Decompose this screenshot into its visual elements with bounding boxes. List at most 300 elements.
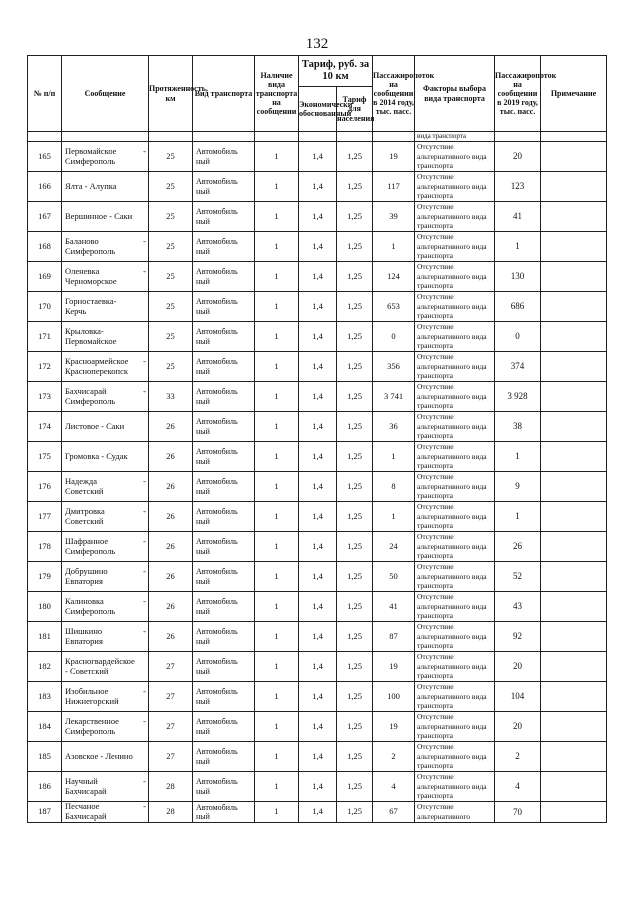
route-from: Первомайское [65, 145, 117, 156]
transport-cell [193, 412, 255, 442]
route-name: Вершинное - Саки [65, 210, 133, 221]
length-cell: 26 [149, 562, 193, 592]
length-cell: 26 [149, 442, 193, 472]
route-to: - Советский [65, 665, 109, 676]
row-number: 165 [28, 142, 62, 172]
length-cell: 25 [149, 262, 193, 292]
col-notes-header: Примечание [541, 56, 607, 132]
flow2014-cell: 3 741 [373, 382, 415, 412]
row-number: 177 [28, 502, 62, 532]
col-tariff-econ-header: Экономически обоснованный [299, 87, 337, 132]
continuation-row [28, 132, 607, 142]
route-cell [62, 742, 149, 772]
notes-cell [541, 202, 607, 232]
route-from: Добрушино [65, 565, 108, 576]
transport-text: Автомобильный [196, 777, 238, 796]
length-cell: 26 [149, 592, 193, 622]
table-row [28, 682, 607, 712]
route-to: Симферополь [65, 155, 116, 166]
factor-cell: Отсутствие альтернативного вида транспорта [415, 472, 495, 502]
row-number: 168 [28, 232, 62, 262]
flow2019-cell: 20 [495, 652, 541, 682]
length-cell: 26 [149, 532, 193, 562]
route-from: Надежда [65, 475, 97, 486]
flow2014-cell: 1 [373, 442, 415, 472]
route-cell [62, 802, 149, 823]
notes-cell [541, 772, 607, 802]
route-cell [62, 382, 149, 412]
notes-cell [541, 172, 607, 202]
tariff-econ-cell: 1,4 [299, 562, 337, 592]
flow2019-cell: 52 [495, 562, 541, 592]
tariff-pop-cell: 1,25 [337, 682, 373, 712]
notes-cell [541, 802, 607, 823]
flow2014-cell: 67 [373, 802, 415, 823]
transport-cell [193, 772, 255, 802]
tariff-pop-cell: 1,25 [337, 262, 373, 292]
route-name: Азовское - Ленино [65, 750, 133, 761]
flow2019-cell: 1 [495, 502, 541, 532]
factor-cell: Отсутствие альтернативного вида транспорта [415, 532, 495, 562]
flow2019-cell: 374 [495, 352, 541, 382]
availability-cell: 1 [255, 352, 299, 382]
availability-cell: 1 [255, 502, 299, 532]
transport-cell [193, 502, 255, 532]
transport-cell [193, 472, 255, 502]
tariff-econ-cell: 1,4 [299, 712, 337, 742]
flow2019-cell: 38 [495, 412, 541, 442]
row-number: 183 [28, 682, 62, 712]
length-cell: 27 [149, 712, 193, 742]
factor-cell: Отсутствие альтернативного вида транспорта [415, 652, 495, 682]
route-from: Красноармейское [65, 355, 129, 366]
route-from: Крыловка- [65, 325, 104, 336]
length-cell: 25 [149, 202, 193, 232]
col-tariff-pop-header: Тариф для населения [337, 87, 373, 132]
transport-cell [193, 622, 255, 652]
col-length-header: Протяженность, км [149, 56, 193, 132]
route-dash: - [143, 775, 146, 786]
availability-cell: 1 [255, 172, 299, 202]
availability-cell: 1 [255, 472, 299, 502]
transport-text: Автомобильный [196, 477, 238, 496]
tariff-econ-cell: 1,4 [299, 592, 337, 622]
route-from: Шафранное [65, 535, 109, 546]
route-dash: - [143, 475, 146, 486]
table-row [28, 262, 607, 292]
row-number: 180 [28, 592, 62, 622]
tariff-pop-cell: 1,25 [337, 592, 373, 622]
flow2014-cell: 50 [373, 562, 415, 592]
route-cell [62, 562, 149, 592]
route-cell [62, 292, 149, 322]
tariff-pop-cell: 1,25 [337, 472, 373, 502]
flow2014-cell: 87 [373, 622, 415, 652]
factor-cell: Отсутствие альтернативного [415, 802, 495, 823]
route-from: Шишкино [65, 625, 103, 636]
table-row [28, 442, 607, 472]
factor-cell: Отсутствие альтернативного вида транспорта [415, 712, 495, 742]
tariff-pop-cell: 1,25 [337, 352, 373, 382]
route-from: Дмитровка [65, 505, 105, 516]
flow2019-cell: 0 [495, 322, 541, 352]
tariff-pop-cell: 1,25 [337, 412, 373, 442]
flow2019-cell: 20 [495, 142, 541, 172]
transport-cell [193, 232, 255, 262]
route-to: Керчь [65, 305, 87, 316]
transport-text: Автомобильный [196, 627, 238, 646]
route-cell [62, 232, 149, 262]
tariff-econ-cell: 1,4 [299, 262, 337, 292]
route-name: Громовка - Судак [65, 450, 128, 461]
notes-cell [541, 442, 607, 472]
length-cell: 26 [149, 502, 193, 532]
row-number: 182 [28, 652, 62, 682]
route-dash: - [143, 265, 146, 276]
notes-cell [541, 472, 607, 502]
table-row [28, 772, 607, 802]
row-number: 179 [28, 562, 62, 592]
transport-cell [193, 202, 255, 232]
row-number: 170 [28, 292, 62, 322]
row-number: 181 [28, 622, 62, 652]
notes-cell [541, 712, 607, 742]
availability-cell: 1 [255, 622, 299, 652]
route-to: Советский [65, 515, 104, 526]
route-cell [62, 142, 149, 172]
row-number: 173 [28, 382, 62, 412]
route-cell [62, 262, 149, 292]
flow2019-cell: 4 [495, 772, 541, 802]
route-dash: - [143, 625, 146, 636]
factor-cell: Отсутствие альтернативного вида транспорта [415, 322, 495, 352]
table-row [28, 292, 607, 322]
route-to: Красноперекопск [65, 365, 129, 376]
route-name: Ялта - Алупка [65, 180, 117, 191]
factor-cell: Отсутствие альтернативного вида транспорта [415, 292, 495, 322]
factor-cell: Отсутствие альтернативного вида транспорта [415, 172, 495, 202]
row-number: 172 [28, 352, 62, 382]
col-flow2014-header: Пассажиропоток на сообщении в 2014 году, тыс. пасс. [373, 56, 415, 132]
transport-cell [193, 532, 255, 562]
route-to: Симферополь [65, 725, 116, 736]
route-to: Симферополь [65, 545, 116, 556]
route-dash: - [143, 505, 146, 516]
route-dash: - [143, 685, 146, 696]
transport-text: Автомобильный [196, 747, 238, 766]
transport-text: Автомобильный [196, 357, 238, 376]
flow2014-cell: 356 [373, 352, 415, 382]
availability-cell: 1 [255, 802, 299, 823]
tariff-econ-cell: 1,4 [299, 202, 337, 232]
tariff-pop-cell: 1,25 [337, 532, 373, 562]
transport-text: Автомобильный [196, 237, 238, 256]
notes-cell [541, 262, 607, 292]
col-availability-header: Наличие вида транспорта на сообщении [255, 56, 299, 132]
factor-cell: Отсутствие альтернативного вида транспорта [415, 142, 495, 172]
factor-cell: Отсутствие альтернативного вида транспорта [415, 772, 495, 802]
tariff-pop-cell: 1,25 [337, 202, 373, 232]
flow2019-cell: 3 928 [495, 382, 541, 412]
flow2019-cell: 2 [495, 742, 541, 772]
transport-cell [193, 352, 255, 382]
table-row [28, 712, 607, 742]
table-row [28, 352, 607, 382]
transport-cell [193, 442, 255, 472]
notes-cell [541, 652, 607, 682]
notes-cell [541, 622, 607, 652]
transport-cell [193, 652, 255, 682]
transport-cell [193, 382, 255, 412]
table-row [28, 802, 607, 823]
row-number: 185 [28, 742, 62, 772]
notes-cell [541, 232, 607, 262]
route-from: Горностаевка- [65, 295, 117, 306]
route-dash: - [143, 145, 146, 156]
route-to: Евпатория [65, 635, 103, 646]
notes-cell [541, 502, 607, 532]
tariff-econ-cell: 1,4 [299, 412, 337, 442]
length-cell: 28 [149, 802, 193, 823]
transport-cell [193, 262, 255, 292]
transport-text: Автомобильный [196, 177, 238, 196]
flow2014-cell: 653 [373, 292, 415, 322]
tariff-econ-cell: 1,4 [299, 172, 337, 202]
notes-cell [541, 322, 607, 352]
length-cell: 25 [149, 142, 193, 172]
row-number: 171 [28, 322, 62, 352]
tariff-econ-cell: 1,4 [299, 802, 337, 823]
notes-cell [541, 592, 607, 622]
route-to: Бахчисарай [65, 810, 107, 821]
table-row [28, 382, 607, 412]
table-row [28, 622, 607, 652]
length-cell: 25 [149, 232, 193, 262]
row-number: 184 [28, 712, 62, 742]
flow2014-cell: 1 [373, 502, 415, 532]
notes-cell [541, 562, 607, 592]
availability-cell: 1 [255, 202, 299, 232]
length-cell: 26 [149, 622, 193, 652]
flow2014-cell: 8 [373, 472, 415, 502]
factor-cell: Отсутствие альтернативного вида транспорта [415, 502, 495, 532]
length-cell: 27 [149, 652, 193, 682]
availability-cell: 1 [255, 592, 299, 622]
availability-cell: 1 [255, 262, 299, 292]
tariff-pop-cell: 1,25 [337, 562, 373, 592]
col-route-header: Сообщение [62, 56, 149, 132]
factor-cell: Отсутствие альтернативного вида транспорта [415, 382, 495, 412]
transport-text: Автомобильный [196, 327, 238, 346]
col-flow2019-header: Пассажиропоток на сообщении в 2019 году, тыс. пасс. [495, 56, 541, 132]
flow2014-cell: 19 [373, 652, 415, 682]
length-cell: 27 [149, 682, 193, 712]
route-from: Лекарственное [65, 715, 119, 726]
route-cell [62, 592, 149, 622]
route-dash: - [143, 535, 146, 546]
tariff-pop-cell: 1,25 [337, 442, 373, 472]
notes-cell [541, 412, 607, 442]
flow2019-cell: 123 [495, 172, 541, 202]
route-to: Нижнегорский [65, 695, 119, 706]
tariff-pop-cell: 1,25 [337, 622, 373, 652]
row-number: 178 [28, 532, 62, 562]
route-dash: - [143, 235, 146, 246]
table-row [28, 562, 607, 592]
factor-cell: Отсутствие альтернативного вида транспорта [415, 442, 495, 472]
route-from: Бахчисарай [65, 385, 107, 396]
flow2014-cell: 100 [373, 682, 415, 712]
route-cell [62, 202, 149, 232]
table-row [28, 592, 607, 622]
transport-text: Автомобильный [196, 387, 238, 406]
route-from: Калиновка [65, 595, 104, 606]
row-number: 167 [28, 202, 62, 232]
flow2019-cell: 43 [495, 592, 541, 622]
route-to: Советский [65, 485, 104, 496]
transport-text: Автомобильный [196, 687, 238, 706]
tariff-econ-cell: 1,4 [299, 382, 337, 412]
tariff-econ-cell: 1,4 [299, 682, 337, 712]
notes-cell [541, 142, 607, 172]
transport-cell [193, 802, 255, 823]
route-to: Первомайское [65, 335, 117, 346]
availability-cell: 1 [255, 412, 299, 442]
transport-cell [193, 562, 255, 592]
availability-cell: 1 [255, 712, 299, 742]
transport-text: Автомобильный [196, 267, 238, 286]
flow2014-cell: 19 [373, 712, 415, 742]
length-cell: 25 [149, 172, 193, 202]
length-cell: 28 [149, 772, 193, 802]
transport-text: Автомобильный [196, 567, 238, 586]
transport-text: Автомобильный [196, 447, 238, 466]
transport-text: Автомобильный [196, 537, 238, 556]
table-row [28, 412, 607, 442]
flow2019-cell: 1 [495, 442, 541, 472]
tariff-econ-cell: 1,4 [299, 652, 337, 682]
length-cell: 25 [149, 352, 193, 382]
route-dash: - [143, 801, 146, 811]
tariff-pop-cell: 1,25 [337, 712, 373, 742]
length-cell: 27 [149, 742, 193, 772]
factor-cell: Отсутствие альтернативного вида транспорта [415, 352, 495, 382]
tariff-pop-cell: 1,25 [337, 142, 373, 172]
flow2014-cell: 0 [373, 322, 415, 352]
col-num-header: № п/п [28, 56, 62, 132]
col-transport-header: Вид транспорта [193, 56, 255, 132]
flow2014-cell: 2 [373, 742, 415, 772]
col-tariff-group-header: Тариф, руб. за 10 км [299, 56, 373, 87]
tariff-pop-cell: 1,25 [337, 232, 373, 262]
length-cell: 26 [149, 412, 193, 442]
row-number: 174 [28, 412, 62, 442]
route-cell [62, 502, 149, 532]
row-number: 186 [28, 772, 62, 802]
table-row [28, 202, 607, 232]
factor-cell: Отсутствие альтернативного вида транспорта [415, 622, 495, 652]
availability-cell: 1 [255, 232, 299, 262]
tariff-pop-cell: 1,25 [337, 742, 373, 772]
flow2014-cell: 117 [373, 172, 415, 202]
transport-text: Автомобильный [196, 147, 238, 166]
flow2019-cell: 20 [495, 712, 541, 742]
tariff-pop-cell: 1,25 [337, 502, 373, 532]
factor-cell: Отсутствие альтернативного вида транспорта [415, 412, 495, 442]
route-cell [62, 652, 149, 682]
flow2019-cell: 41 [495, 202, 541, 232]
route-to: Черноморское [65, 275, 117, 286]
notes-cell [541, 742, 607, 772]
notes-cell [541, 382, 607, 412]
availability-cell: 1 [255, 292, 299, 322]
table-row [28, 532, 607, 562]
transport-cell [193, 322, 255, 352]
availability-cell: 1 [255, 562, 299, 592]
flow2019-cell: 26 [495, 532, 541, 562]
transport-cell [193, 292, 255, 322]
row-number: 175 [28, 442, 62, 472]
tariff-econ-cell: 1,4 [299, 142, 337, 172]
length-cell: 25 [149, 292, 193, 322]
route-from: Изобильное [65, 685, 109, 696]
route-dash: - [143, 715, 146, 726]
table-row [28, 232, 607, 262]
route-cell [62, 412, 149, 442]
route-dash: - [143, 355, 146, 366]
tariff-pop-cell: 1,25 [337, 652, 373, 682]
table-row [28, 172, 607, 202]
route-cell [62, 682, 149, 712]
tariff-pop-cell: 1,25 [337, 322, 373, 352]
route-dash: - [143, 385, 146, 396]
transport-text: Автомобильный [196, 207, 238, 226]
notes-cell [541, 682, 607, 712]
length-cell: 33 [149, 382, 193, 412]
availability-cell: 1 [255, 442, 299, 472]
tariff-econ-cell: 1,4 [299, 292, 337, 322]
route-from: Научный [65, 775, 98, 786]
flow2019-cell: 70 [495, 802, 541, 823]
table-row [28, 322, 607, 352]
flow2014-cell: 36 [373, 412, 415, 442]
tariff-econ-cell: 1,4 [299, 502, 337, 532]
table-row [28, 742, 607, 772]
notes-cell [541, 292, 607, 322]
transport-cell [193, 172, 255, 202]
factor-cell: Отсутствие альтернативного вида транспорта [415, 202, 495, 232]
transport-text: Автомобильный [196, 417, 238, 436]
flow2014-cell: 4 [373, 772, 415, 802]
flow2019-cell: 92 [495, 622, 541, 652]
transport-text: Автомобильный [196, 657, 238, 676]
transport-text: Автомобильный [196, 802, 238, 821]
notes-cell [541, 352, 607, 382]
flow2014-cell: 19 [373, 142, 415, 172]
flow2014-cell: 124 [373, 262, 415, 292]
tariff-econ-cell: 1,4 [299, 322, 337, 352]
route-cell [62, 322, 149, 352]
tariff-econ-cell: 1,4 [299, 472, 337, 502]
flow2019-cell: 9 [495, 472, 541, 502]
factor-cell: Отсутствие альтернативного вида транспорта [415, 262, 495, 292]
tariff-econ-cell: 1,4 [299, 742, 337, 772]
tariff-econ-cell: 1,4 [299, 442, 337, 472]
tariff-econ-cell: 1,4 [299, 352, 337, 382]
transport-cell [193, 682, 255, 712]
flow2014-cell: 24 [373, 532, 415, 562]
route-to: Бахчисарай [65, 785, 107, 796]
